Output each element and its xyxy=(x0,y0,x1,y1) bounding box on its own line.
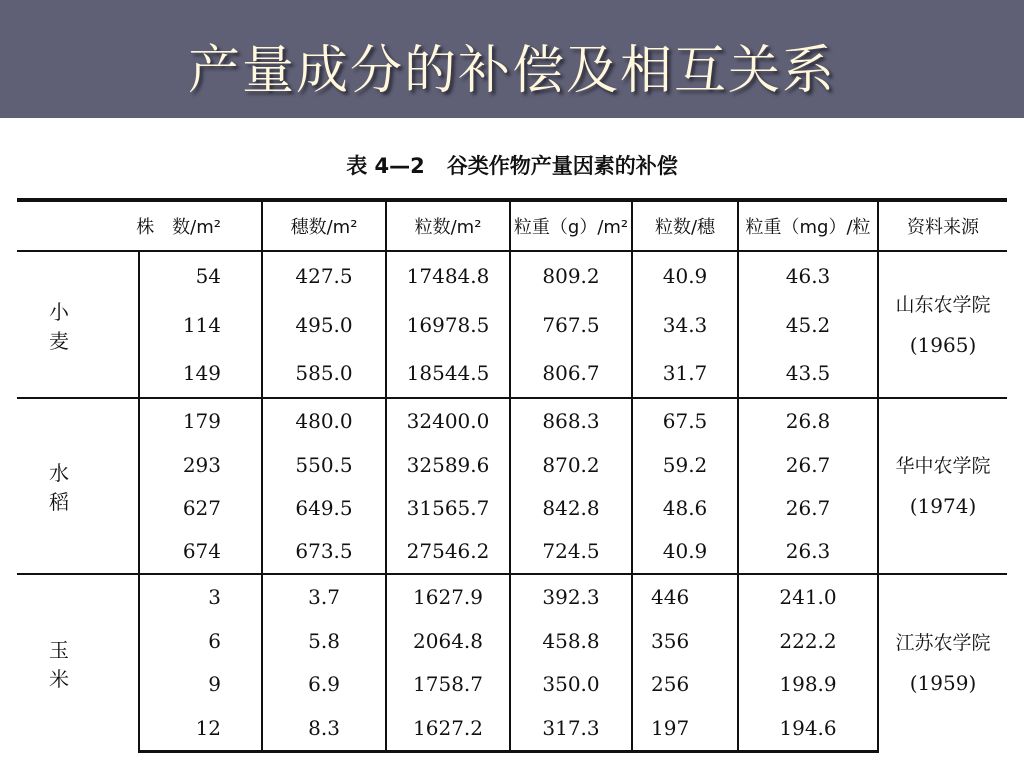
source-year: (1965) xyxy=(909,332,977,357)
cell-ears-per-m2: 6.9 xyxy=(262,662,386,705)
table-row xyxy=(17,301,1007,349)
cell-grain-weight-per-grain: 45.2 xyxy=(738,301,878,349)
cell-grains-per-ear: 197 xyxy=(632,706,738,752)
cell-grain-weight-per-m2: 767.5 xyxy=(510,301,632,349)
table-header-row xyxy=(17,200,1007,251)
cell-grains-per-m2: 1627.2 xyxy=(386,706,510,752)
cell-grain-weight-per-grain: 26.3 xyxy=(738,530,878,575)
cell-grain-weight-per-grain: 46.3 xyxy=(738,251,878,301)
cell-grains-per-ear: 67.5 xyxy=(632,398,738,443)
cell-grain-weight-per-m2: 350.0 xyxy=(510,662,632,705)
source-year: (1959) xyxy=(909,671,977,696)
cell-ears-per-m2: 3.7 xyxy=(262,574,386,619)
cell-grain-weight-per-grain: 26.7 xyxy=(738,486,878,529)
cell-grain-weight-per-m2: 317.3 xyxy=(510,706,632,752)
cell-grain-weight-per-grain: 26.8 xyxy=(738,398,878,443)
source-institution: 江苏农学院 xyxy=(895,632,991,655)
cell-grain-weight-per-m2: 458.8 xyxy=(510,619,632,662)
table-row xyxy=(17,251,1007,301)
cell-plants-per-m2: 6 xyxy=(139,619,262,662)
header-data-source: 资料来源 xyxy=(878,200,1007,251)
cell-grains-per-m2: 2064.8 xyxy=(386,619,510,662)
crop-name: 玉 米 xyxy=(17,574,139,751)
cell-grains-per-m2: 18544.5 xyxy=(386,349,510,399)
cell-ears-per-m2: 8.3 xyxy=(262,706,386,752)
header-grains-per-m2: 粒数/m² xyxy=(386,200,510,251)
cell-plants-per-m2: 9 xyxy=(139,662,262,705)
cell-grain-weight-per-grain: 198.9 xyxy=(738,662,878,705)
cell-grains-per-m2: 1627.9 xyxy=(386,574,510,619)
cell-grain-weight-per-m2: 806.7 xyxy=(510,349,632,399)
cell-grains-per-ear: 48.6 xyxy=(632,486,738,529)
cell-grain-weight-per-grain: 43.5 xyxy=(738,349,878,399)
cell-ears-per-m2: 5.8 xyxy=(262,619,386,662)
cell-grains-per-m2: 17484.8 xyxy=(386,251,510,301)
cell-grains-per-ear: 356 xyxy=(632,619,738,662)
cell-grains-per-m2: 32400.0 xyxy=(386,398,510,443)
cell-plants-per-m2: 674 xyxy=(139,530,262,575)
cell-grains-per-m2: 1758.7 xyxy=(386,662,510,705)
cell-ears-per-m2: 480.0 xyxy=(262,398,386,443)
cell-grain-weight-per-m2: 870.2 xyxy=(510,443,632,486)
cell-ears-per-m2: 585.0 xyxy=(262,349,386,399)
cell-ears-per-m2: 673.5 xyxy=(262,530,386,575)
cell-grain-weight-per-m2: 842.8 xyxy=(510,486,632,529)
cell-plants-per-m2: 149 xyxy=(139,349,262,399)
table-row xyxy=(17,530,1007,575)
cell-grains-per-ear: 59.2 xyxy=(632,443,738,486)
header-plants-per-m2: 株 数/m² xyxy=(17,200,262,251)
cell-grains-per-ear: 40.9 xyxy=(632,251,738,301)
cell-grains-per-m2: 27546.2 xyxy=(386,530,510,575)
crop-name: 水 稻 xyxy=(17,398,139,574)
table-row xyxy=(17,619,1007,662)
cell-ears-per-m2: 649.5 xyxy=(262,486,386,529)
table-row xyxy=(17,349,1007,399)
cell-grain-weight-per-m2: 868.3 xyxy=(510,398,632,443)
source-institution: 山东农学院 xyxy=(895,293,991,316)
cell-grain-weight-per-grain: 241.0 xyxy=(738,574,878,619)
table-caption-number: 表 4—2 xyxy=(346,154,425,178)
header-ears-per-m2: 穗数/m² xyxy=(262,200,386,251)
header-grain-weight-per-m2: 粒重（g）/m² xyxy=(510,200,632,251)
cell-grain-weight-per-m2: 392.3 xyxy=(510,574,632,619)
data-source-cell xyxy=(878,251,1007,398)
crop-name: 小 麦 xyxy=(49,299,87,353)
cell-plants-per-m2: 114 xyxy=(139,301,262,349)
data-source-cell xyxy=(878,398,1007,574)
cell-plants-per-m2: 54 xyxy=(139,251,262,301)
cell-grains-per-ear: 31.7 xyxy=(632,349,738,399)
cell-grain-weight-per-grain: 222.2 xyxy=(738,619,878,662)
table-row xyxy=(17,706,1007,752)
cell-grains-per-ear: 34.3 xyxy=(632,301,738,349)
cell-grains-per-m2: 32589.6 xyxy=(386,443,510,486)
cell-grain-weight-per-m2: 809.2 xyxy=(510,251,632,301)
cell-ears-per-m2: 495.0 xyxy=(262,301,386,349)
slide-title: 产量成分的补偿及相互关系 xyxy=(187,41,836,101)
source-institution: 华中农学院 xyxy=(895,455,991,478)
table-caption xyxy=(0,150,1024,180)
table-row xyxy=(17,486,1007,529)
cell-ears-per-m2: 427.5 xyxy=(262,251,386,301)
cell-plants-per-m2: 627 xyxy=(139,486,262,529)
table-caption-text: 谷类作物产量因素的补偿 xyxy=(446,154,678,178)
cell-grains-per-ear: 40.9 xyxy=(632,530,738,575)
cell-plants-per-m2: 3 xyxy=(139,574,262,619)
table-row xyxy=(17,443,1007,486)
cell-grain-weight-per-grain: 194.6 xyxy=(738,706,878,752)
cell-grains-per-ear: 446 xyxy=(632,574,738,619)
cell-grains-per-ear: 256 xyxy=(632,662,738,705)
data-source-cell xyxy=(878,574,1007,751)
cell-plants-per-m2: 293 xyxy=(139,443,262,486)
cell-plants-per-m2: 12 xyxy=(139,706,262,752)
table-body xyxy=(17,251,1007,752)
source-year: (1974) xyxy=(909,494,977,519)
table-row xyxy=(17,662,1007,705)
cell-plants-per-m2: 179 xyxy=(139,398,262,443)
cell-grain-weight-per-m2: 724.5 xyxy=(510,530,632,575)
header-grains-per-ear: 粒数/穗 xyxy=(632,200,738,251)
cell-grains-per-m2: 31565.7 xyxy=(386,486,510,529)
header-grain-weight-per-grain: 粒重（mg）/粒 xyxy=(738,200,878,251)
yield-compensation-table xyxy=(17,198,1007,753)
cell-grains-per-m2: 16978.5 xyxy=(386,301,510,349)
table-row xyxy=(17,574,1007,619)
cell-ears-per-m2: 550.5 xyxy=(262,443,386,486)
table-row xyxy=(17,398,1007,443)
cell-grain-weight-per-grain: 26.7 xyxy=(738,443,878,486)
